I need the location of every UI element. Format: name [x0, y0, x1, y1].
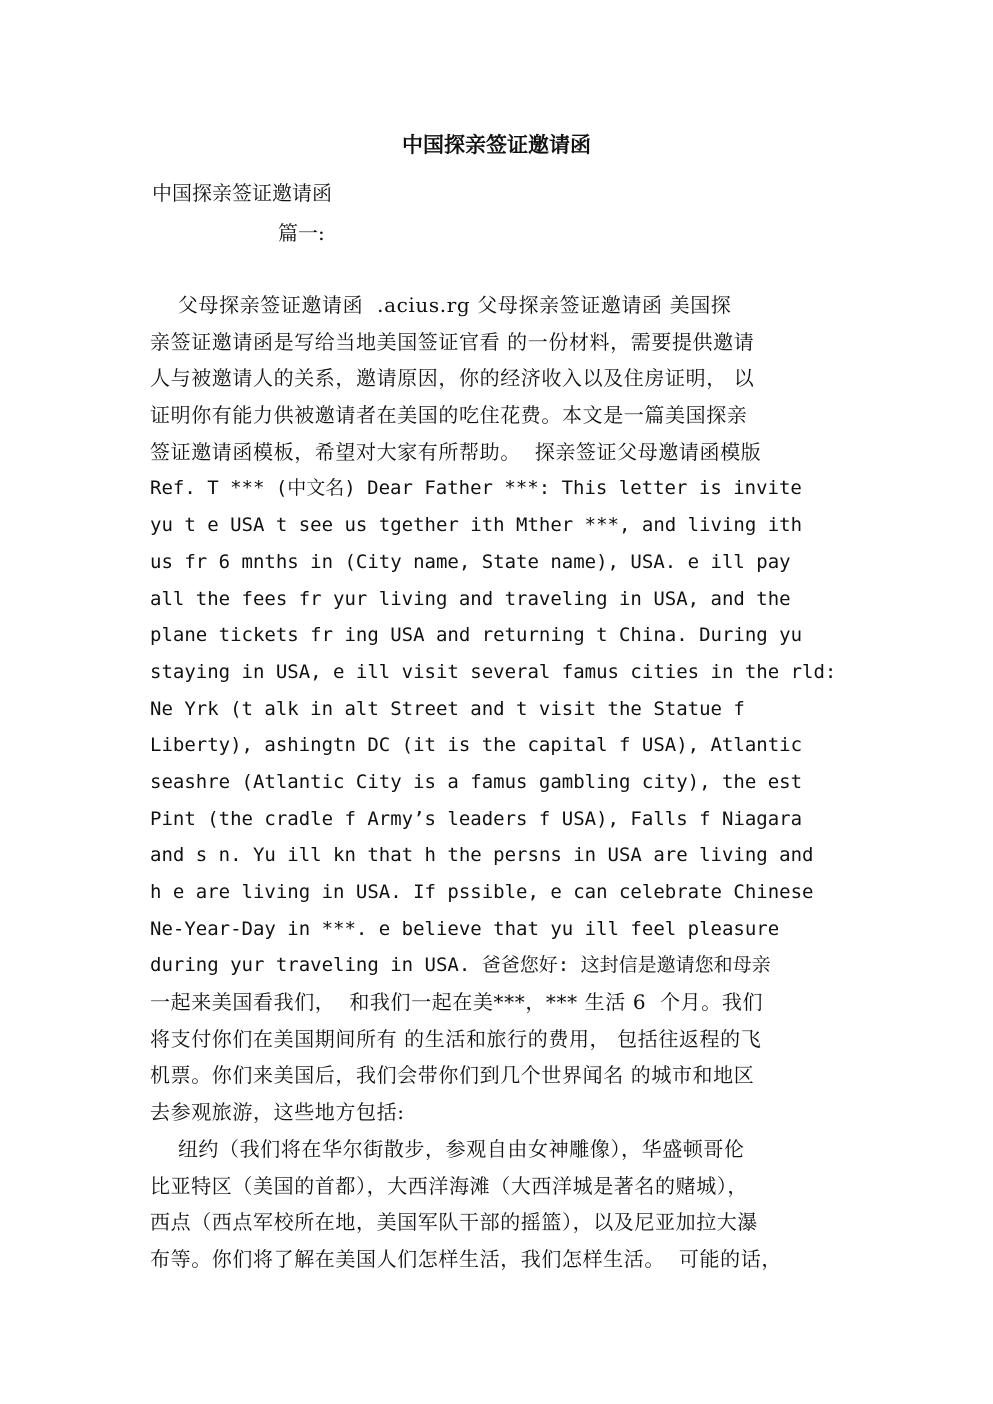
body-line: 签证邀请函模板，希望对大家有所帮助。 探亲签证父母邀请函模版: [150, 439, 762, 464]
body-line: 去参观旅游，这些地方包括:: [150, 1100, 405, 1125]
body-text: [150, 290, 860, 1281]
body-line: all the fees fr yur living and traveling in USA, and the: [150, 587, 791, 610]
body-line: 纽约（我们将在华尔街散步，参观自由女神雕像），华盛顿哥伦: [150, 1136, 745, 1161]
body-line: h e are living in USA. If pssible, e can celebrate Chinese: [150, 881, 814, 903]
body-line: 布等。你们将了解在美国人们怎样生活，我们怎样生活。 可能的话，: [150, 1246, 782, 1271]
body-line: us fr 6 mnths in (City name, State name), USA. e ill pay: [150, 550, 791, 573]
body-line: Pint (the cradle f Army’s leaders f USA), Falls f Niagara: [150, 807, 803, 830]
body-line: yu t e USA t see us tgether ith Mther ***, and living ith: [150, 514, 803, 537]
body-line: 西点（西点军校所在地，美国军队干部的摇篮），以及尼亚加拉大瀑: [150, 1210, 758, 1235]
body-line: 比亚特区（美国的首都），大西洋海滩（大西洋城是著名的赌城），: [150, 1173, 748, 1198]
body-line: seashre (Atlantic City is a famus gambling city), the est: [150, 770, 803, 793]
body-line: 人与被邀请人的关系，邀请原因，你的经济收入以及住房证明， 以: [150, 366, 755, 391]
section-heading: 篇一:: [278, 221, 325, 245]
body-line: Liberty), ashingtn DC (it is the capital f USA), Atlantic: [150, 734, 803, 757]
body-line: Ne-Year-Day in ***. e believe that yu ill feel pleasure: [150, 917, 780, 940]
body-line: 证明你有能力供被邀请者在美国的吃住花费。本文是一篇美国探亲: [150, 403, 748, 428]
document-subtitle: 中国探亲签证邀请函: [152, 181, 332, 205]
body-line: Ref. T *** (中文名) Dear Father ***: This letter is invite: [150, 477, 802, 500]
body-line: 亲签证邀请函是写给当地美国签证官看 的一份材料，需要提供邀请: [150, 329, 755, 354]
body-line: 机票。你们来美国后，我们会带你们到几个世界闻名 的城市和地区: [150, 1063, 755, 1088]
body-line: 父母探亲签证邀请函 .acius.rg 父母探亲签证邀请函 美国探: [150, 293, 732, 317]
body-line: plane tickets fr ing USA and returning t China. During yu: [150, 624, 803, 647]
body-line: Ne Yrk (t alk in alt Street and t visit the Statue f: [150, 697, 745, 720]
body-line: and s n. Yu ill kn that h the persns in USA are living and: [150, 844, 814, 867]
body-line: staying in USA, e ill visit several famus cities in the rld:: [150, 660, 837, 683]
body-line: 一起来美国看我们， 和我们一起在美***，*** 生活 6 个月。我们: [150, 990, 764, 1015]
body-line: 将支付你们在美国期间所有 的生活和旅行的费用， 包括往返程的飞: [150, 1026, 762, 1051]
document-title: 中国探亲签证邀请函: [402, 132, 591, 157]
body-line: during yur traveling in USA. 爸爸您好: 这封信是邀请您和母亲: [150, 954, 771, 977]
